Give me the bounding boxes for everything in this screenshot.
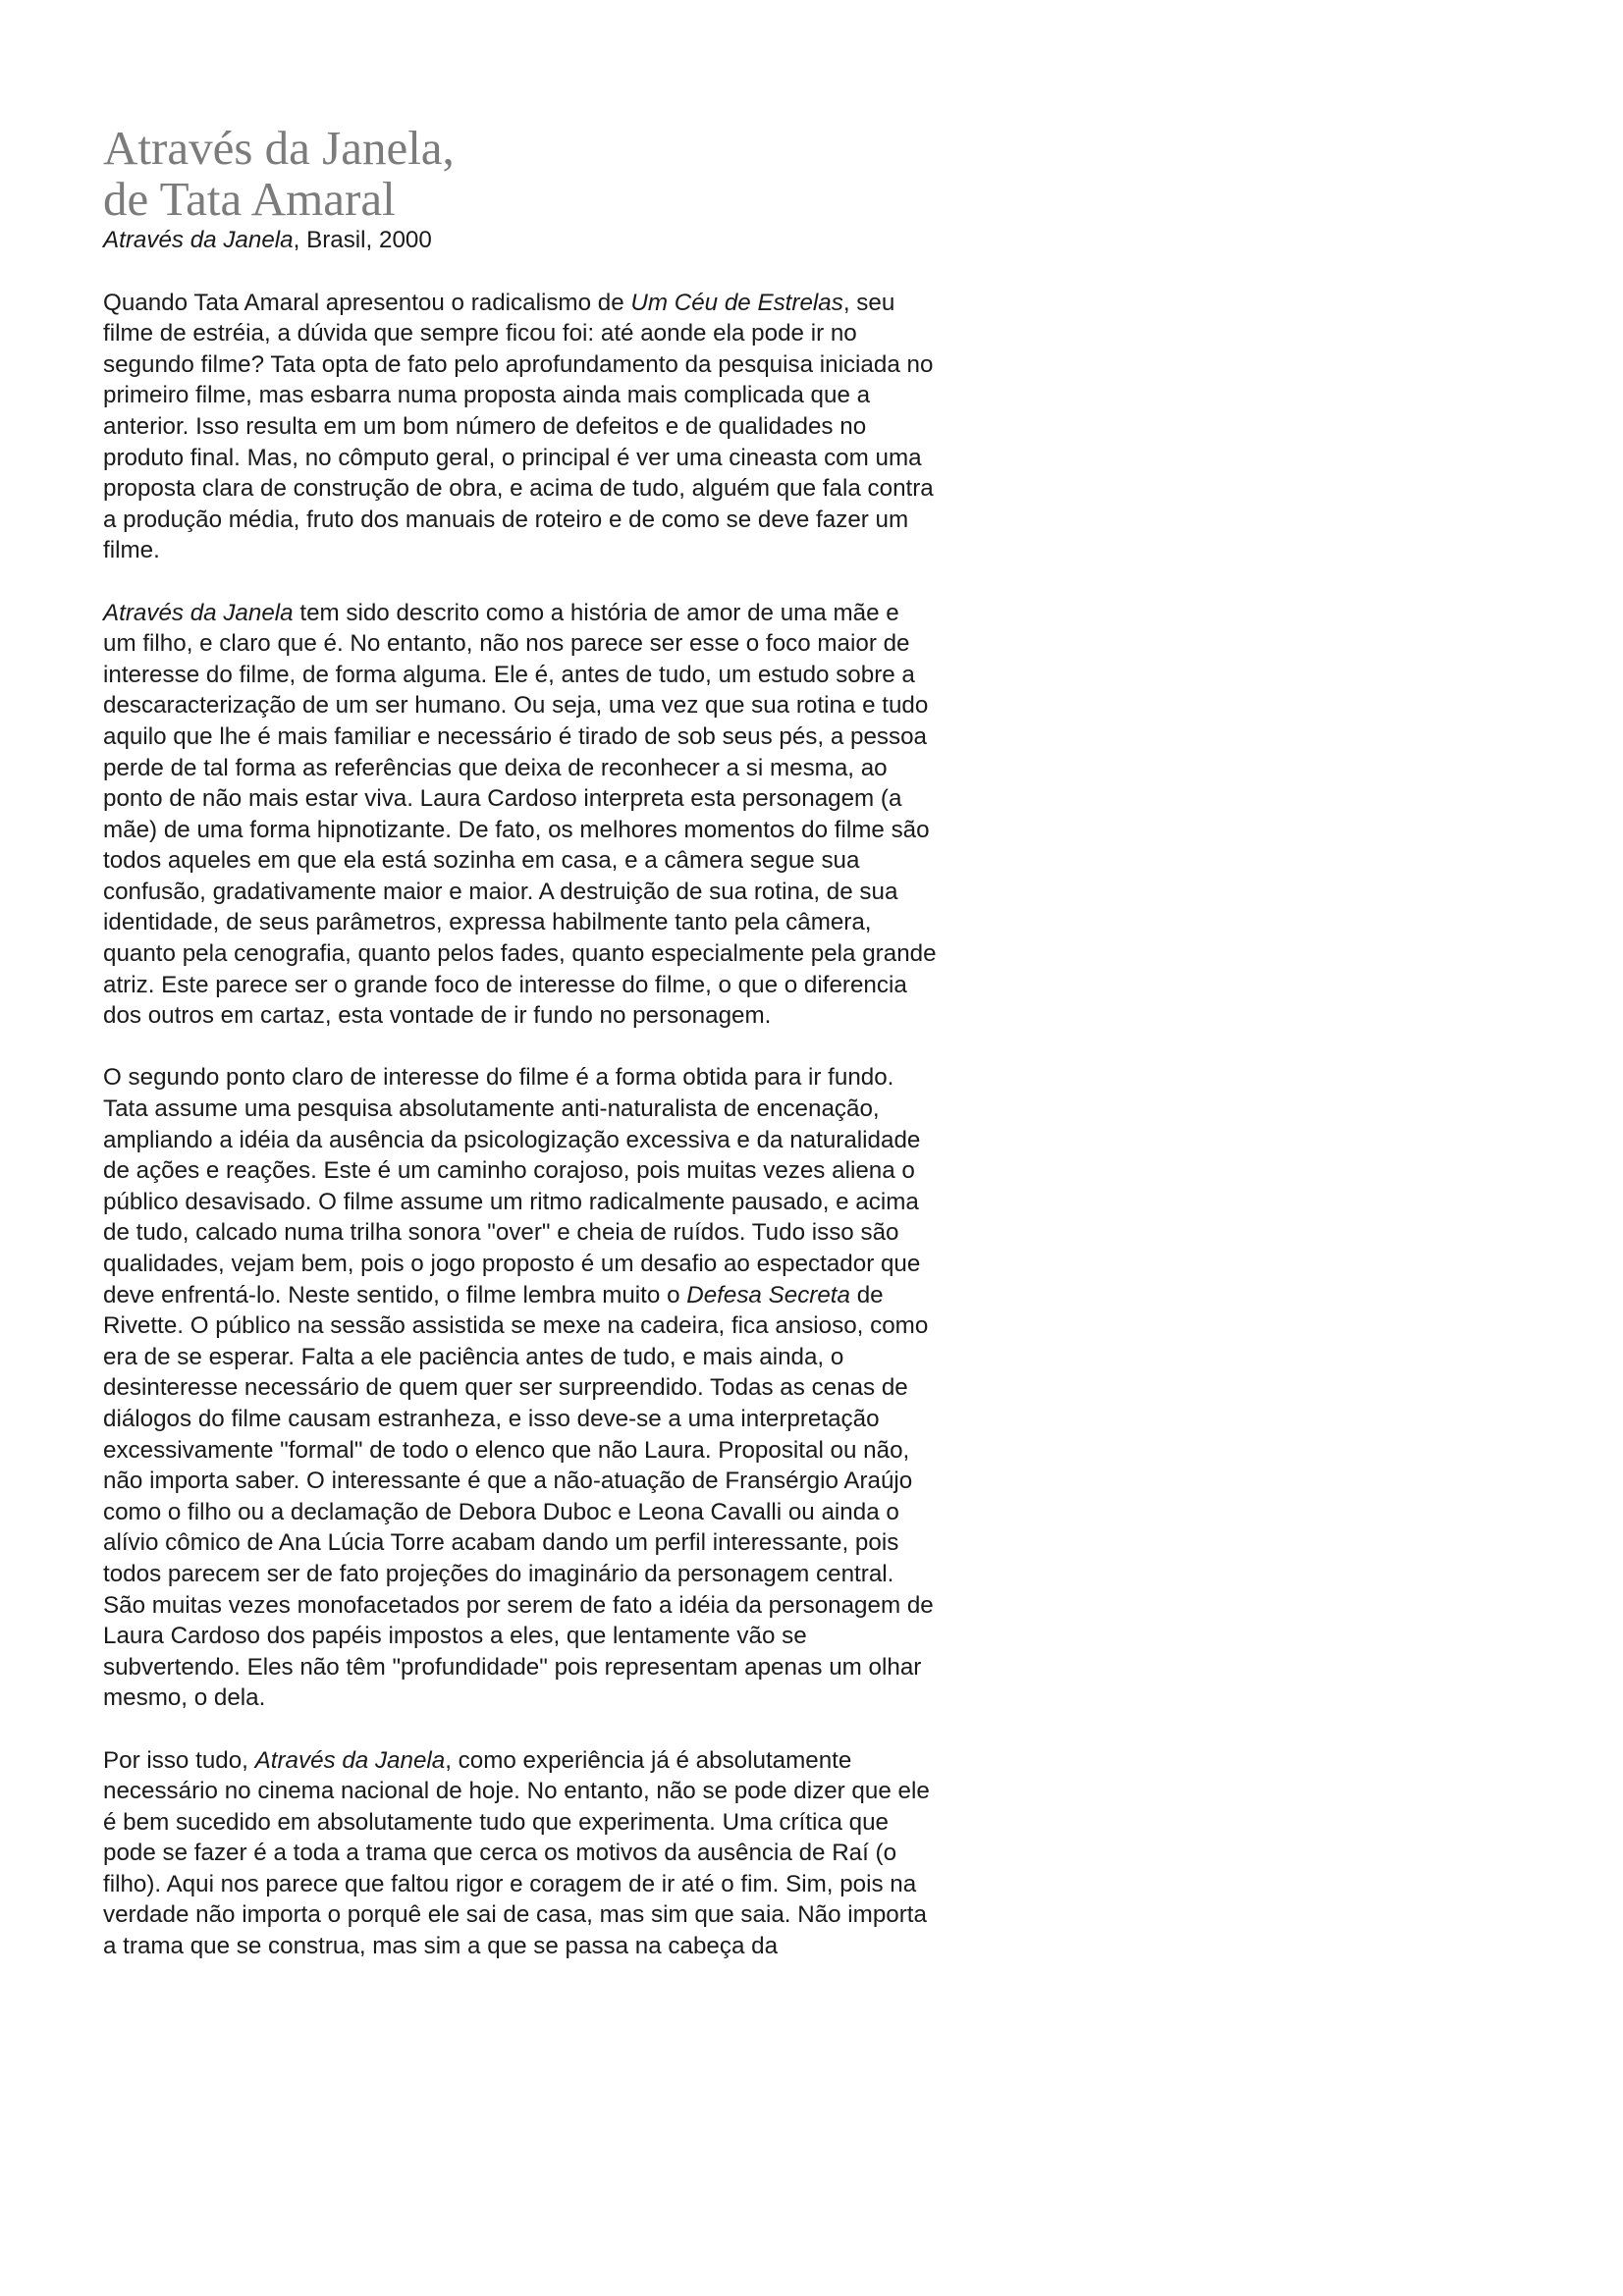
film-title-reference: Através da Janela [254,1746,446,1774]
paragraph-2 [103,598,938,1032]
film-country-year: , Brasil, 2000 [293,227,432,253]
paragraph-3 [103,1062,938,1713]
article-body [103,123,938,1993]
film-title-reference: Defesa Secreta [686,1281,850,1308]
article-title-line-1: Através da Janela, [103,121,455,175]
paragraph-segment: , como experiência já é absolutamente necessário no cinema nacional de hoje. No entanto, não se pode dizer que ele é bem sucedido em absolutamente tudo que experimenta. Uma crítica que pode se fazer é a toda a trama que cerca os motivos da ausência de Raí (o filho). Aqui nos parece que faltou rigor e coragem de ir até o fim. Sim, pois na verdade não importa o porquê ele sai de casa, mas sim que saia. Não importa a trama que se construa, mas sim a que se passa na cabeça da [103,1746,930,1960]
paragraph-segment: tem sido descrito como a história de amor de uma mãe e um filho, e claro que é. No entanto, não nos parece ser esse o foco maior de interesse do filme, de forma alguma. Ele é, antes de tudo, um estudo sobre a descaracterização de um ser humano. Ou seja, uma vez que sua rotina e tudo aquilo que lhe é mais familiar e necessário é tirado de sob seus pés, a pessoa perde de tal forma as referências que deixa de reconhecer a si mesma, ao ponto de não mais estar viva. Laura Cardoso interpreta esta personagem (a mãe) de uma forma hipnotizante. De fato, os melhores momentos do filme são todos aqueles em que ela está sozinha em casa, e a câmera segue sua confusão, gradativamente maior e maior. A destruição de sua rotina, de sua identidade, de seus parâmetros, expressa habilmente tanto pela câmera, quanto pela cenografia, quanto pelos fades, quanto especialmente pela grande atriz. Este parece ser o grande foco de interesse do filme, o que o diferencia dos outros em cartaz, esta vontade de ir fundo no personagem. [103,599,937,1030]
paragraph-segment: Por isso tudo, [103,1746,255,1774]
paragraph-4 [103,1745,938,1962]
paragraph-segment: O segundo ponto claro de interesse do filme é a forma obtida para ir fundo. Tata assume uma pesquisa absolutamente anti-naturalista de encenação, ampliando a idéia da ausência da psicologização excessiva e da naturalidade de ações e reações. Este é um caminho corajoso, pois muitas vezes aliena o público desavisado. O filme assume um ritmo radicalmente pausado, e acima de tudo, calcado numa trilha sonora "over" e cheia de ruídos. Tudo isso são qualidades, vejam bem, pois o jogo proposto é um desafio ao espectador que deve enfrentá-lo. Neste sentido, o filme lembra muito o [103,1064,921,1308]
film-info [103,225,938,256]
film-title-reference: Um Céu de Estrelas [630,289,843,316]
paragraph-segment: de Rivette. O público na sessão assistida se mexe na cadeira, fica ansioso, como era de se esperar. Falta a ele paciência antes de tudo, e mais ainda, o desinteresse necessário de quem quer ser surpreendido. Todas as cenas de diálogos do filme causam estranheza, e isso deve-se a uma interpretação excessivamente "formal" de todo o elenco que não Laura. Proposital ou não, não importa saber. O interessante é que a não-atuação de Fransérgio Araújo como o filho ou a declamação de Debora Duboc e Leona Cavalli ou ainda o alívio cômico de Ana Lúcia Torre acabam dando um perfil interessante, pois todos parecem ser de fato projeções do imaginário da personagem central. São muitas vezes monofacetados por serem de fato a idéia da personagem de Laura Cardoso dos papéis impostos a eles, que lentamente vão se subvertendo. Eles não têm "profundidade" pois representam apenas um olhar mesmo, o dela. [103,1281,934,1712]
paragraph-segment: Quando Tata Amaral apresentou o radicalismo de [103,289,631,316]
film-title: Através da Janela [103,227,294,253]
paragraph-segment: , seu filme de estréia, a dúvida que sempre ficou foi: até aonde ela pode ir no segundo filme? Tata opta de fato pelo aprofundamento da pesquisa iniciada no primeiro filme, mas esbarra numa proposta ainda mais complicada que a anterior. Isso resulta em um bom número de defeitos e de qualidades no produto final. Mas, no cômputo geral, o principal é ver uma cineasta com uma proposta clara de construção de obra, e acima de tudo, alguém que fala contra a produção média, fruto dos manuais de roteiro e de como se deve fazer um filme. [103,289,934,564]
article-title-line-2: de Tata Amaral [103,172,396,226]
film-title-reference: Através da Janela [103,599,294,626]
article-title [103,123,938,225]
paragraph-1 [103,288,938,566]
